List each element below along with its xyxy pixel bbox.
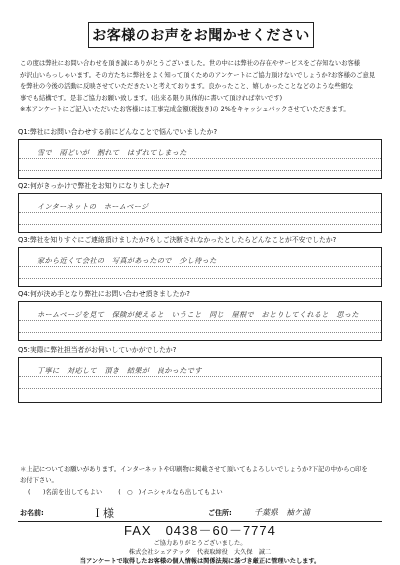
question-label: Q5:実際に弊社担当者がお伺いしていかがでしたか?: [18, 346, 177, 354]
answer-text: ホームページを見て 保険が使えると いうこと 同じ 屋根で おとりしてくれると 思った: [37, 310, 359, 319]
publication-request: [20, 465, 382, 486]
answer-text: インターネットの ホームページ: [37, 202, 149, 211]
question-4: [18, 290, 382, 341]
answer-box: [18, 139, 382, 179]
name-value[interactable]: Ｉ様: [92, 507, 114, 520]
thanks-text: ご協力ありがとうございました。: [153, 540, 247, 547]
question-5: [18, 346, 382, 403]
answer-box: [18, 357, 382, 403]
answer-text: 丁寧に 対応して 頂き 結果が 良かったです: [37, 366, 202, 375]
question-1: [18, 128, 382, 179]
address-value[interactable]: 千葉県 袖ケ浦: [254, 508, 310, 517]
option-initial[interactable]: ( ○ )イニシャルなら出してもよい: [118, 489, 223, 496]
intro-line: を弊社の今後の活動に反映させていただきたいと考えております。良かったこと、嬉しかったことなどのような些細な: [20, 83, 354, 91]
answer-box: [18, 301, 382, 341]
answer-box: [18, 193, 382, 233]
answer-box: [18, 247, 382, 287]
address-label: ご住所:: [208, 509, 232, 517]
privacy-text: 当アンケートで取得したお客様の個人情報は関係法規に基づき厳正に管理いたします。: [79, 558, 321, 565]
question-3: [18, 236, 382, 287]
publication-options: [28, 487, 237, 496]
intro-text: [20, 58, 382, 116]
question-label: Q3:弊社を知りすぐにご連絡頂けましたか?もしご決断されなかったとしたらどんなことが不安でしたか?: [18, 236, 337, 244]
name-label: お名前:: [20, 509, 44, 517]
question-label: Q2:何がきっかけで弊社をお知りになりましたか?: [18, 182, 170, 190]
question-2: [18, 182, 382, 233]
company-text: 株式会社シェアテック 代表取締役 大久保 誠二: [128, 549, 272, 556]
intro-line: 事でも結構です。是非ご協力お願い致します。(出来る限り具体的に書いて頂ければ幸いです): [20, 94, 283, 102]
fax-number: FAX 0438－60－7774: [124, 523, 276, 538]
option-name[interactable]: ( )名前を出してもよい: [28, 489, 103, 496]
publication-line: ＊上記についてお願いがあります。インターネットや印刷物に掲載させて頂いてもよろしいでしょうか?下記の中から○印を: [20, 466, 368, 473]
answer-text: 家から近くて会社の 写真があったので 少し待った: [37, 256, 217, 265]
intro-line: ※本アンケートにご記入いただいたお客様には工事完成金額(税抜き)の 2%をキャッシュバックさせていただきます。: [20, 106, 350, 114]
question-label: Q1:弊社にお問い合わせする前にどんなことで悩んでいましたか?: [18, 128, 218, 136]
intro-line: が沢山いらっしゃいます。その方たちに弊社をよく知って頂くためのアンケートにご協力頂けないでしょうか?お客様のご意見: [20, 71, 376, 79]
page-title: お客様のお声をお聞かせください: [88, 22, 314, 48]
publication-line: お付下さい。: [20, 476, 58, 484]
answer-text: 雪で 雨どいが 割れて はずれてしまった: [37, 148, 187, 157]
intro-line: この度は弊社にお問い合わせを頂き誠にありがとうございました。世の中には弊社の存在やサービスをご存知ないお客様: [20, 60, 361, 67]
question-label: Q4:何が決め手となり弊社にお問い合わせ頂きましたか?: [18, 290, 190, 298]
